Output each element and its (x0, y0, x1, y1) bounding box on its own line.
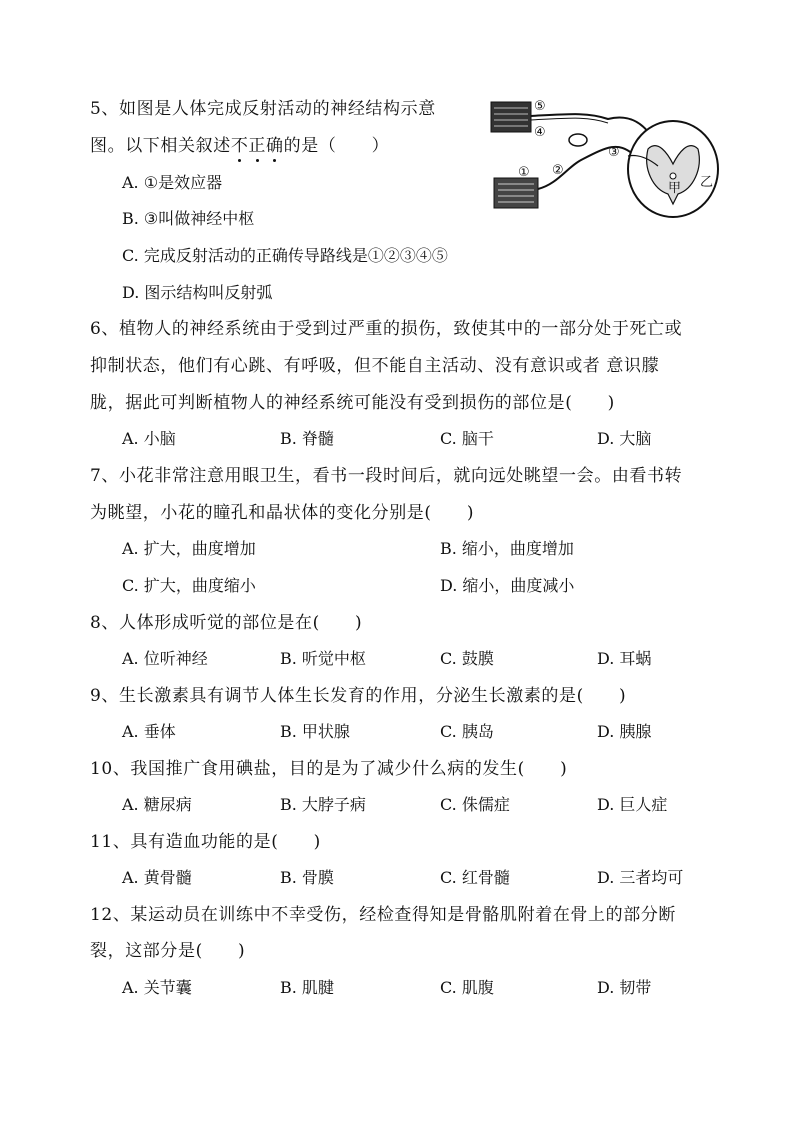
diagram-label-2: ② (552, 163, 564, 178)
emphasis-char: 确 (266, 136, 284, 156)
q8-option-d: D. 耳蜗 (597, 649, 652, 668)
q6-option-b: B. 脊髓 (280, 429, 334, 448)
q9-option-b: B. 甲状腺 (280, 722, 350, 741)
q6-option-d: D. 大脑 (597, 429, 652, 448)
q7-option-d: D. 缩小，曲度减小 (440, 576, 575, 595)
q8-option-b: B. 听觉中枢 (280, 649, 366, 668)
emphasis-char: 正 (248, 136, 267, 156)
diagram-label-1: ① (518, 165, 530, 180)
q11-option-a: A. 黄骨髓 (122, 868, 192, 887)
diagram-label-jia: 甲 (668, 181, 682, 196)
q6-stem-line-3: 胧，据此可判断植物人的神经系统可能没有受到损伤的部位是( ) (90, 393, 615, 413)
q11-option-b: B. 骨膜 (280, 868, 334, 887)
q10-option-d: D. 巨人症 (597, 795, 668, 814)
q8-option-c: C. 鼓膜 (440, 649, 494, 668)
q7-option-b: B. 缩小，曲度增加 (440, 539, 574, 558)
q6-option-a: A. 小脑 (122, 429, 176, 448)
q5-stem-text: 的是（ ） (283, 136, 390, 156)
q8-stem: 8、人体形成听觉的部位是在( ) (90, 613, 363, 633)
q7-option-c: C. 扩大，曲度缩小 (122, 576, 256, 595)
q12-stem-line-1: 12、某运动员在训练中不幸受伤，经检查得知是骨骼肌附着在骨上的部分断 (90, 905, 677, 925)
q5-option-a: A. ①是效应器 (122, 173, 223, 192)
diagram-label-yi: 乙 (700, 175, 714, 190)
spinal-cord (628, 121, 718, 217)
q5-stem-text: 图。以下相关叙述 (90, 136, 231, 156)
diagram-label-4: ④ (534, 125, 546, 140)
q11-stem: 11、具有造血功能的是( ) (90, 832, 321, 852)
q10-stem: 10、我国推广食用碘盐，目的是为了减少什么病的发生( ) (90, 759, 568, 779)
q7-stem-line-2: 为眺望，小花的瞳孔和晶状体的变化分别是( ) (90, 503, 475, 523)
q9-option-c: C. 胰岛 (440, 722, 494, 741)
q7-option-a: A. 扩大，曲度增加 (122, 539, 256, 558)
ganglion (569, 134, 587, 146)
q11-option-d: D. 三者均可 (597, 868, 684, 887)
q12-stem-line-2: 裂，这部分是( ) (90, 941, 246, 961)
q11-option-c: C. 红骨髓 (440, 868, 510, 887)
q5-option-b: B. ③叫做神经中枢 (122, 209, 255, 228)
q10-option-a: A. 糖尿病 (122, 795, 192, 814)
q9-option-a: A. 垂体 (122, 722, 176, 741)
q5-option-c: C. 完成反射活动的正确传导路线是①②③④⑤ (122, 246, 448, 265)
q12-option-a: A. 关节囊 (122, 978, 192, 997)
q6-option-c: C. 脑干 (440, 429, 494, 448)
efferent-nerve (531, 114, 653, 139)
reflex-arc-diagram (488, 94, 724, 224)
q12-option-c: C. 肌腹 (440, 978, 494, 997)
receptor-tissue (494, 178, 538, 208)
q9-option-d: D. 胰腺 (597, 722, 652, 741)
q12-option-b: B. 肌腱 (280, 978, 334, 997)
q10-option-c: C. 侏儒症 (440, 795, 510, 814)
emphasis-char: 不 (230, 136, 249, 156)
q12-option-d: D. 韧带 (597, 978, 652, 997)
effector-tissue (491, 102, 531, 132)
q10-option-b: B. 大脖子病 (280, 795, 366, 814)
q7-stem-line-1: 7、小花非常注意用眼卫生，看书一段时间后，就向远处眺望一会。由看书转 (90, 466, 683, 486)
diagram-label-5: ⑤ (534, 99, 546, 114)
q5-stem-line-1: 5、如图是人体完成反射活动的神经结构示意 (90, 99, 436, 119)
q8-option-a: A. 位听神经 (122, 649, 208, 668)
diagram-label-3: ③ (608, 145, 620, 160)
q5-option-d: D. 图示结构叫反射弧 (122, 283, 273, 302)
q9-stem: 9、生长激素具有调节人体生长发育的作用，分泌生长激素的是( ) (90, 686, 627, 706)
q6-stem-line-2: 抑制状态，他们有心跳、有呼吸，但不能自主活动、没有意识或者 意识朦 (90, 356, 660, 376)
q5-stem-line-2 (90, 135, 389, 157)
q6-stem-line-1: 6、植物人的神经系统由于受到过严重的损伤，致使其中的一部分处于死亡或 (90, 319, 683, 339)
